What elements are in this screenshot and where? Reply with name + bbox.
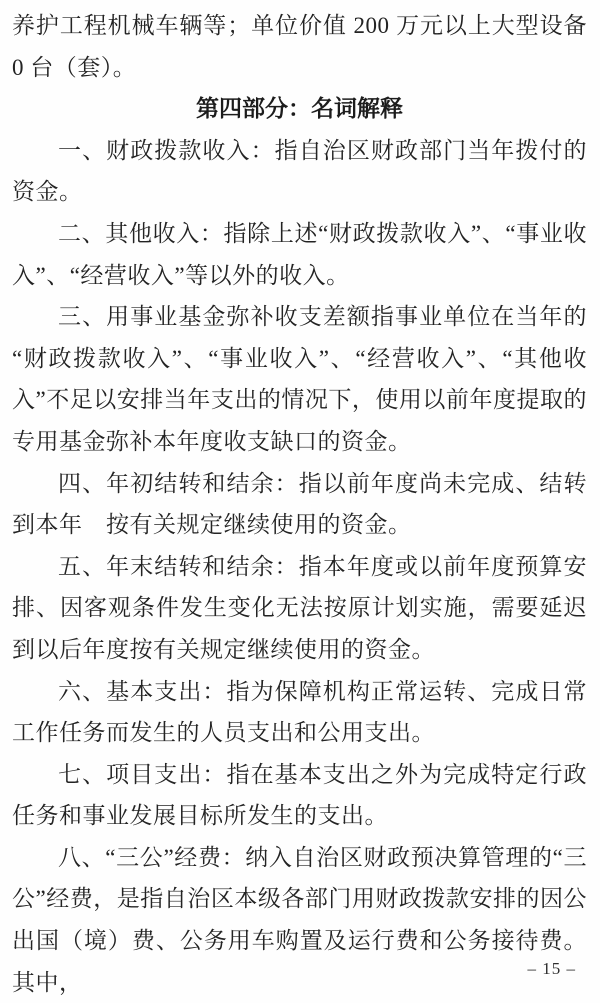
paragraph-continuation: 养护工程机械车辆等；单位价值 200 万元以上大型设备 0 台（套）。 [12,13,587,80]
term-paragraph-7: 七、项目支出：指在基本支出之外为完成特定行政任务和事业发展目标所发生的支出。 [12,761,587,829]
term-paragraph-4: 四、年初结转和结余：指以前年度尚未完成、结转到本年 按有关规定继续使用的资金。 [12,470,587,538]
term-paragraph-1: 一、财政拨款收入：指自治区财政部门当年拨付的资金。 [12,137,587,205]
term-paragraph-8: 八、“三公”经费：纳入自治区财政预决算管理的“三公”经费，是指自治区本级各部门用财政拨款安排的因公出国（境）费、公务用车购置及运行费和公务接待费。其中， [12,844,587,995]
term-paragraph-2: 二、其他收入：指除上述“财政拨款收入”、“事业收入”、“经营收入”等以外的收入。 [12,220,587,288]
term-paragraph-3: 三、用事业基金弥补收支差额指事业单位在当年的“财政拨款收入”、“事业收入”、“经营收入”、“其他收入”不足以安排当年支出的情况下，使用以前年度提取的专用基金弥补本年度收支缺口的资金。 [12,304,587,454]
term-paragraph-5: 五、年末结转和结余：指本年度或以前年度预算安排、因客观条件发生变化无法按原计划实施，需要延迟到以后年度按有关规定继续使用的资金。 [12,553,587,662]
section-heading: 第四部分：名词解释 [196,95,403,122]
page-number: – 15 – [527,959,576,978]
term-paragraph-6: 六、基本支出：指为保障机构正常运转、完成日常工作任务而发生的人员支出和公用支出。 [12,678,587,746]
